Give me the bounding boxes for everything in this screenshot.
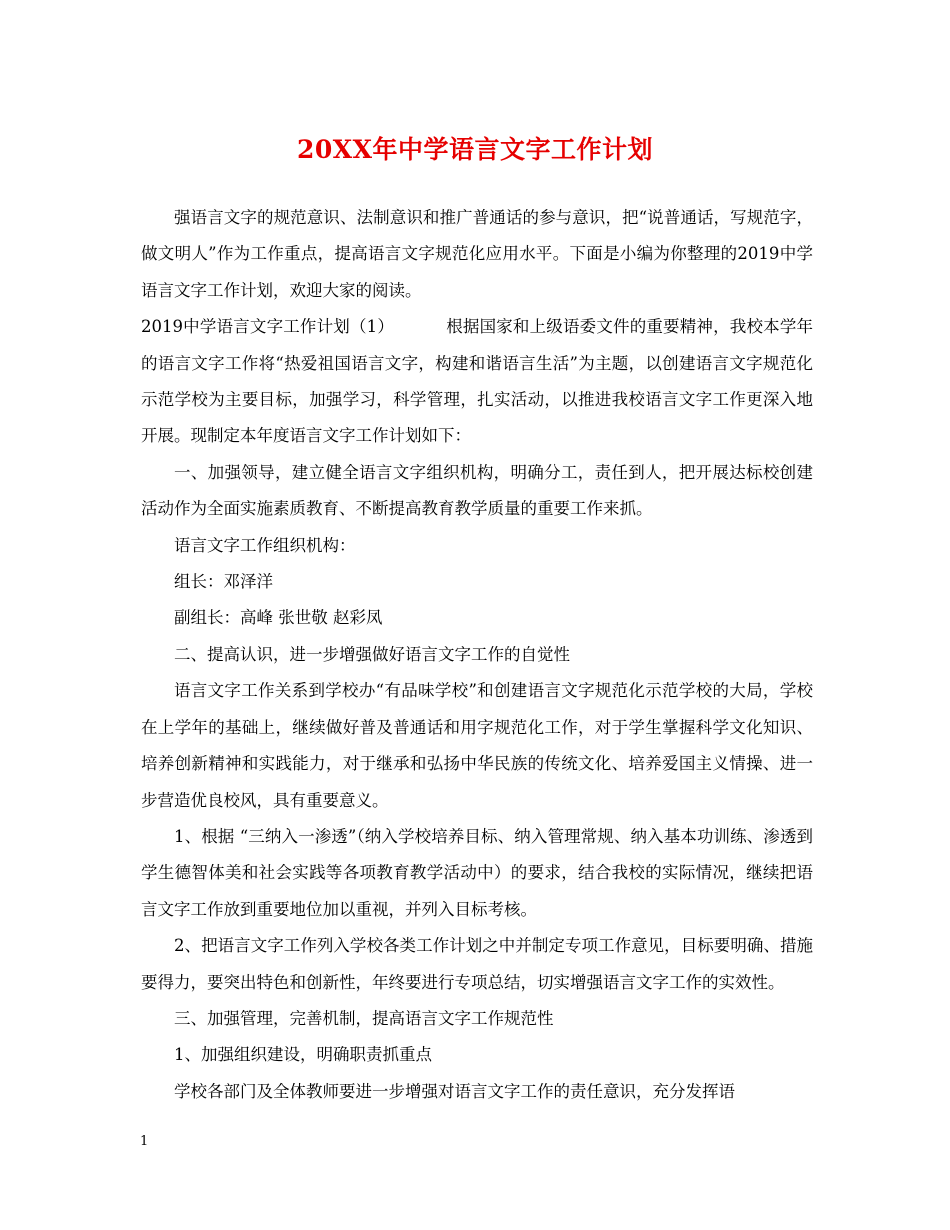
document-title: 20XX年中学语言文字工作计划 <box>296 135 654 164</box>
paragraph-item-2: 2、把语言文字工作列入学校各类工作计划之中并制定专项工作意见，目标要明确、措施要得力，要突出特色和创新性，年终要进行专项总结，切实增强语言文字工作的实效性。 <box>141 936 813 992</box>
intro-paragraph: 强语言文字的规范意识、法制意识和推广普通话的参与意识，把“说普通话，写规范字，做文明人”作为工作重点，提高语言文字规范化应用水平。下面是小编为你整理的2019中学语言文字工作计划，欢迎大家的阅读。 <box>141 208 813 300</box>
page-number: 1 <box>140 1134 149 1149</box>
paragraph-section-three-heading: 三、加强管理，完善机制，提高语言文字工作规范性 <box>174 1008 554 1028</box>
paragraph-deputy-leaders: 副组长：高峰 张世敬 赵彩凤 <box>174 608 383 628</box>
plan-heading: 2019中学语言文字工作计划（1） <box>141 317 395 337</box>
paragraph-subheading-1: 1、加强组织建设，明确职责抓重点 <box>174 1045 432 1065</box>
section-heading-line <box>141 309 813 455</box>
paragraph-section-two-heading: 二、提高认识，进一步增强做好语言文字工作的自觉性 <box>174 644 570 664</box>
document-body <box>141 200 813 1110</box>
paragraph-leader: 组长：邓泽洋 <box>174 572 273 592</box>
paragraph-strengthen-leadership: 一、加强领导，建立健全语言文字组织机构，明确分工，责任到人，把开展达标校创建活动作为全面实施素质教育、不断提高教育教学质量的重要工作来抓。 <box>141 462 813 519</box>
paragraph-organization: 语言文字工作组织机构： <box>174 535 356 555</box>
paragraph-responsibility: 学校各部门及全体教师要进一步增强对语言文字工作的责任意识，充分发挥语 <box>174 1081 735 1101</box>
plan-intro-text: 根据国家和上级语委文件的重要精神，我校本学年的语言文字工作将“热爱祖国语言文字，构建和谐语言生活”为主题，以创建语言文字规范化示范学校为主要目标，加强学习，科学管理，扎实活动，以推进我校语言文字工作更深入地开展。现制定本年度语言文字工作计划如下： <box>141 317 814 446</box>
paragraph-importance: 语言文字工作关系到学校办“有品味学校”和创建语言文字规范化示范学校的大局，学校在上学年的基础上，继续做好普及普通话和用字规范化工作，对于学生掌握科学文化知识、培养创新精神和实践能力，对于继承和弘扬中华民族的传统文化、培养爱国主义情操、进一步营造优良校风，具有重要意义。 <box>141 681 813 810</box>
paragraph-item-1: 1、根据 “三纳入一渗透”（纳入学校培养目标、纳入管理常规、纳入基本功训练、渗透到学生德智体美和社会实践等各项教育教学活动中）的要求，结合我校的实际情况，继续把语言文字工作放到重要地位加以重视，并列入目标考核。 <box>141 826 813 919</box>
